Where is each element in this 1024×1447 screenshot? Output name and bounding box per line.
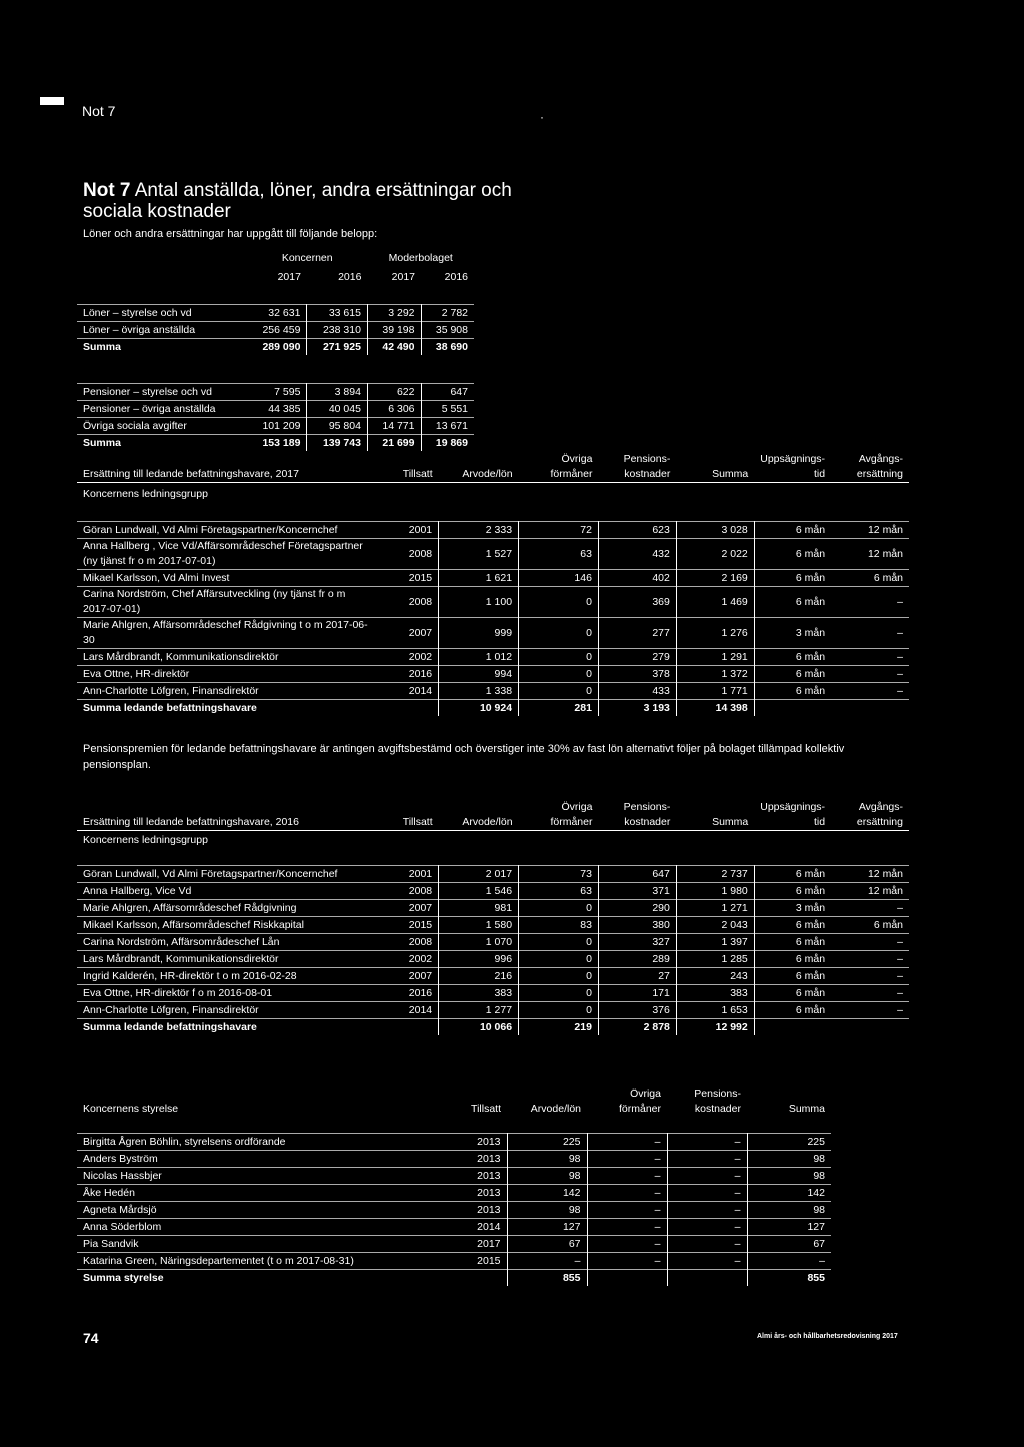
table-title: Ersättning till ledande befattningshavare, 2017 (83, 468, 299, 480)
table-row-total: Summa ledande befattningshavare 10 066 219 2 878 12 992 (77, 1019, 909, 1036)
group-label: Koncernens ledningsgrupp (77, 483, 377, 506)
table-row: Anna Hallberg , Vice Vd/Affärsområdeschef Företagspartner (ny tjänst fr o m 2017-07-01) 2008 1 527 63 432 2 022 6 mån 12 mån (77, 539, 909, 570)
pension-note: Pensionspremien för ledande befattningshavare är antingen avgiftsbestämd och överstiger inte 30% av fast lön alternativt följer på bolaget tillämpad kollektiv pensionsplan. (83, 743, 845, 771)
group-moderbolaget: Moderbolaget (388, 252, 453, 264)
salary-summary-table (77, 250, 474, 451)
executive-compensation-2016-table (77, 800, 909, 1035)
table-row: Pensioner – övriga anställda 44 385 40 045 6 306 5 551 (77, 400, 474, 417)
table-row-total: Summa 153 189 139 743 21 699 19 869 (77, 434, 474, 451)
table-title: Ersättning till ledande befattningshavare, 2016 (83, 816, 299, 828)
table-row: Ann-Charlotte Löfgren, Finansdirektör 2014 1 338 0 433 1 771 6 mån – (77, 683, 909, 700)
group-koncernen: Koncernen (281, 252, 333, 264)
table-row: Agneta Mårdsjö 2013 98 – – 98 (77, 1202, 831, 1219)
table-row: Carina Nordström, Chef Affärsutveckling (ny tjänst fr o m 2017-07-01) 2008 1 100 0 369 1 469 6 mån – (77, 587, 909, 618)
table-header-row: Koncernens styrelse Tillsatt Arvode/lön Övriga förmåner Pensions- kostnader Summa (77, 1087, 831, 1117)
table-row: Pia Sandvik 2017 67 – – 67 (77, 1236, 831, 1253)
table-title: Koncernens styrelse (83, 1103, 179, 1115)
title-prefix: Not 7 (83, 180, 131, 201)
header-note-label: Not 7 (82, 103, 116, 119)
table-row: Ingrid Kalderén, HR-direktör t o m 2016-02-28 2007 216 0 27 243 6 mån – (77, 968, 909, 985)
year-header: 2017 (277, 271, 301, 283)
table-row: Övriga sociala avgifter 101 209 95 804 14 771 13 671 (77, 417, 474, 434)
table-row-total: Summa ledande befattningshavare 10 924 281 3 193 14 398 (77, 700, 909, 717)
board-compensation-table (77, 1087, 831, 1286)
table-row: Löner – styrelse och vd 32 631 33 615 3 292 2 782 (77, 305, 474, 322)
table-row: Ann-Charlotte Löfgren, Finansdirektör 2014 1 277 0 376 1 653 6 mån – (77, 1002, 909, 1019)
table-row: Katarina Green, Näringsdepartementet (t o m 2017-08-31) 2015 – – – – (77, 1253, 831, 1270)
table-header-row: Ersättning till ledande befattningshavare, 2017 Tillsatt Arvode/lön Övriga förmåner Pensions- kostnader Summa Uppsägnings- tid Avgångs- ersättning (77, 452, 909, 483)
table-row: Göran Lundwall, Vd Almi Företagspartner/Koncernchef 2001 2 017 73 647 2 737 6 mån 12 mån (77, 866, 909, 883)
header-bar-mark (40, 97, 64, 105)
table-row: Löner – övriga anställda 256 459 238 310 39 198 35 908 (77, 322, 474, 339)
intro-text: Löner och andra ersättningar har uppgått till följande belopp: (83, 228, 378, 240)
table-row-total: Summa styrelse 855 855 (77, 1270, 831, 1287)
table-row: Anna Hallberg, Vice Vd 2008 1 546 63 371 1 980 6 mån 12 mån (77, 883, 909, 900)
table-row: Anna Söderblom 2014 127 – – 127 (77, 1219, 831, 1236)
table-row: Marie Ahlgren, Affärsområdeschef Rådgivning t o m 2017-06-30 2007 999 0 277 1 276 3 mån – (77, 618, 909, 649)
table-row: Anders Byström 2013 98 – – 98 (77, 1151, 831, 1168)
table-row: Carina Nordström, Affärsområdeschef Lån 2008 1 070 0 327 1 397 6 mån – (77, 934, 909, 951)
table-row-total: Summa 289 090 271 925 42 490 38 690 (77, 339, 474, 356)
table-row: Eva Ottne, HR-direktör f o m 2016-08-01 2016 383 0 171 383 6 mån – (77, 985, 909, 1002)
table-row: Birgitta Ågren Böhlin, styrelsens ordförande 2013 225 – – 225 (77, 1134, 831, 1151)
title-text: Antal anställda, löner, andra ersättningar och sociala kostnader (83, 180, 512, 222)
table-row: Mikael Karlsson, Vd Almi Invest 2015 1 621 146 402 2 169 6 mån 6 mån (77, 570, 909, 587)
year-header: 2016 (338, 271, 362, 283)
group-label: Koncernens ledningsgrupp (77, 831, 377, 850)
table-row: Mikael Karlsson, Affärsområdeschef Riskkapital 2015 1 580 83 380 2 043 6 mån 6 mån (77, 917, 909, 934)
table-row: Göran Lundwall, Vd Almi Företagspartner/Koncernchef 2001 2 333 72 623 3 028 6 mån 12 mån (77, 522, 909, 539)
year-header: 2016 (444, 271, 468, 283)
table-row: Marie Ahlgren, Affärsområdeschef Rådgivning 2007 981 0 290 1 271 3 mån – (77, 900, 909, 917)
year-header: 2017 (391, 271, 415, 283)
table-header-row: Ersättning till ledande befattningshavare, 2016 Tillsatt Arvode/lön Övriga förmåner Pensions- kostnader Summa Uppsägnings- tid Avgångs- ersättning (77, 800, 909, 831)
table-row: Pensioner – styrelse och vd 7 595 3 894 622 647 (77, 383, 474, 400)
page-number: 74 (83, 1330, 99, 1346)
executive-compensation-2017-table (77, 452, 909, 716)
table-row: Lars Mårdbrandt, Kommunikationsdirektör 2002 996 0 289 1 285 6 mån – (77, 951, 909, 968)
page-title (83, 180, 563, 222)
table-row: Nicolas Hassbjer 2013 98 – – 98 (77, 1168, 831, 1185)
group-row (77, 483, 909, 506)
header-dot: · (540, 110, 544, 124)
group-row (77, 831, 909, 850)
publication-footer: Almi års- och hållbarhetsredovisning 2017 (757, 1333, 898, 1340)
table-row: Lars Mårdbrandt, Kommunikationsdirektör 2002 1 012 0 279 1 291 6 mån – (77, 649, 909, 666)
table-row: Åke Hedén 2013 142 – – 142 (77, 1185, 831, 1202)
table-row: Eva Ottne, HR-direktör 2016 994 0 378 1 372 6 mån – (77, 666, 909, 683)
